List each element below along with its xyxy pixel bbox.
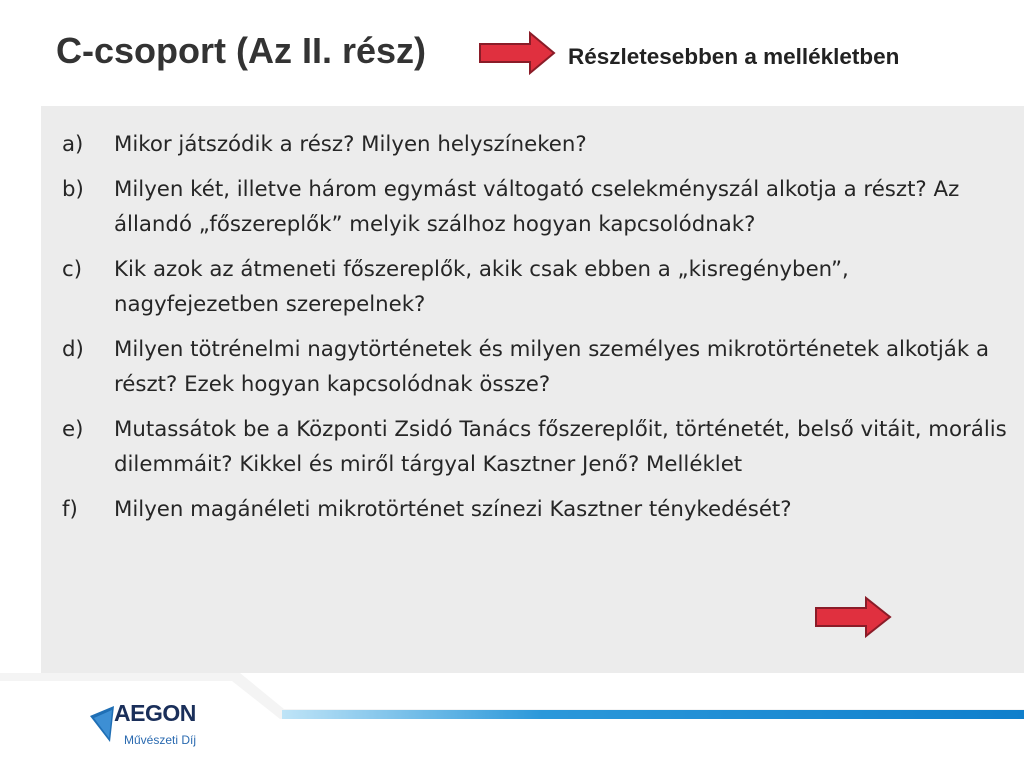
question-item-c — [56, 252, 1016, 323]
question-marker: b) — [62, 176, 84, 202]
question-text: Milyen tötrénelmi nagytörténetek és milyen személyes mikrotörténetek alkotják a részt? Ezek hogyan kapcsolódnak össze? — [114, 336, 990, 397]
logo-text: AEGON — [114, 700, 196, 726]
question-item-e — [56, 412, 1016, 483]
right-arrow-icon — [477, 30, 557, 76]
slide-title: C-csoport (Az II. rész) — [56, 30, 427, 71]
question-item-b — [56, 172, 1016, 243]
question-text: Mutassátok be a Központi Zsidó Tanács főszereplőit, történetét, belső vitáit, morális dilemmáit? Kikkel és miről tárgyal Kasztner Jenő? Melléklet — [114, 416, 1007, 477]
question-marker: c) — [62, 256, 83, 282]
question-text: Mikor játszódik a rész? Milyen helyszíneken? — [114, 132, 587, 157]
question-marker: f) — [62, 496, 78, 522]
question-item-f — [56, 492, 1016, 528]
question-marker: e) — [62, 416, 84, 442]
slide-subtitle: Részletesebben a mellékletben — [568, 44, 900, 69]
question-text: Milyen két, illetve három egymást váltogató cselekményszál alkotja a részt? Az állandó „főszereplők” melyik szálhoz hogyan kapcsolódnak? — [114, 176, 960, 237]
question-text: Kik azok az átmeneti főszereplők, akik csak ebben a „kisregényben”, nagyfejezetben szerepelnek? — [114, 256, 849, 317]
question-item-d — [56, 332, 1016, 403]
question-text: Milyen magánéleti mikrotörténet színezi Kasztner ténykedését? — [114, 496, 792, 522]
question-marker: a) — [62, 132, 84, 157]
question-list — [56, 127, 1016, 536]
question-item-a — [56, 127, 1016, 163]
right-arrow-icon[interactable] — [813, 595, 893, 639]
question-marker: d) — [62, 336, 84, 362]
logo-subtitle: Művészeti Díj — [124, 733, 197, 747]
